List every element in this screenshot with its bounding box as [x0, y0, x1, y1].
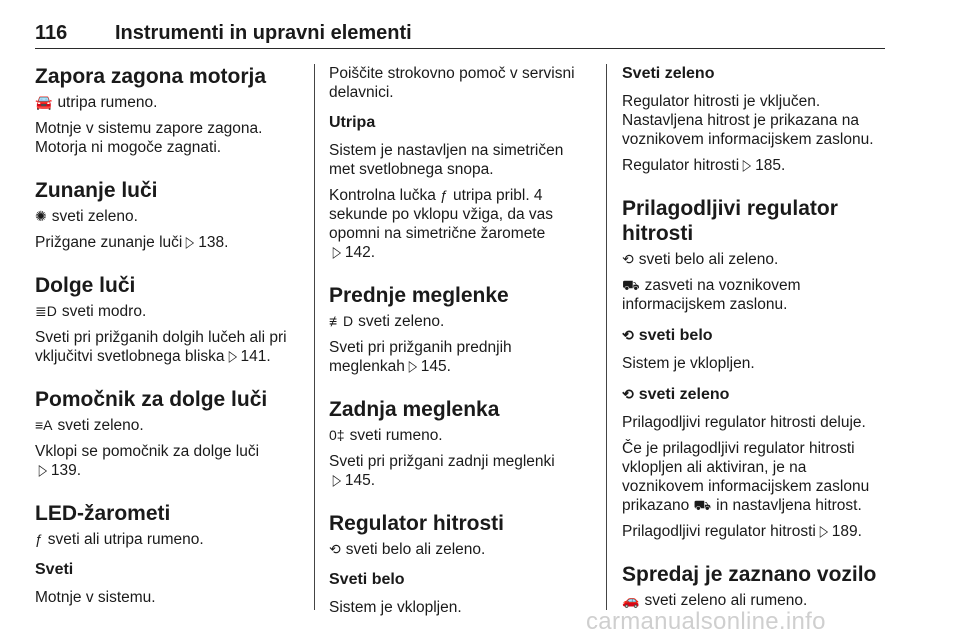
- rear-fog-icon: 0‡: [329, 427, 345, 443]
- cruise-control-icon: ⟲: [329, 541, 341, 557]
- indicator-line: 0‡ sveti rumeno.: [329, 427, 443, 444]
- page-reference-icon: ▷: [228, 348, 237, 365]
- subheading: Sveti: [35, 561, 74, 578]
- section-heading: Prilagodljivi regulator hitrosti: [622, 197, 838, 245]
- subheading: Sveti zeleno: [622, 65, 715, 82]
- adaptive-cruise-icon: ⟲: [622, 327, 634, 343]
- paragraph: Če je prilagodljivi regulator hitrosti vklopljen ali aktiviran, je na voznikovem informacijskem zaslonu prikazano ⛟ in nastavljena hitrost.: [622, 440, 870, 514]
- led-headlight-icon: ƒ: [35, 531, 43, 547]
- indicator-line: ƒ sveti ali utripa rumeno.: [35, 531, 204, 548]
- header-rule: [35, 48, 885, 49]
- section-heading: Zadnja meglenka: [329, 398, 500, 421]
- column-3: [622, 64, 890, 617]
- page-reference[interactable]: 139.: [50, 462, 82, 479]
- indicator-line: 🚗 sveti zeleno ali rumeno.: [622, 592, 808, 609]
- immobiliser-icon: 🚘: [35, 94, 53, 110]
- column-divider: [314, 64, 315, 610]
- column-1: [35, 64, 305, 614]
- page-reference[interactable]: 145.: [420, 358, 451, 375]
- paragraph: Vklopi se pomočnik za dolge luči ▷ 139.: [35, 443, 260, 479]
- adaptive-cruise-icon: ⟲: [622, 251, 634, 267]
- vehicle-ahead-icon: ⛟: [622, 277, 640, 293]
- page-reference-icon: ▷: [819, 523, 828, 540]
- adaptive-cruise-icon: ⟲: [622, 386, 634, 402]
- page-reference-icon: ▷: [332, 472, 342, 489]
- section-heading: Pomočnik za dolge luči: [35, 388, 268, 411]
- paragraph: Kontrolna lučka ƒ utripa pribl. 4 sekunde po vklopu vžiga, da vas opomni na simetrične žaromete ▷ 142.: [329, 187, 554, 261]
- paragraph: Sistem je vklopljen.: [329, 599, 462, 616]
- section-heading: Zapora zagona motorja: [35, 65, 267, 88]
- high-beam-assist-icon: ≡A: [35, 417, 53, 433]
- page-reference[interactable]: 138.: [198, 234, 229, 251]
- page-reference[interactable]: 189.: [831, 523, 862, 540]
- section-heading: Prednje meglenke: [329, 284, 509, 307]
- section-heading: Dolge luči: [35, 274, 136, 297]
- paragraph: Motnje v sistemu zapore zagona. Motorja ni mogoče zagnati.: [35, 120, 263, 156]
- page-reference[interactable]: 141.: [240, 348, 271, 365]
- page-reference-icon: ▷: [332, 244, 342, 261]
- column-divider: [606, 64, 607, 610]
- indicator-line: 🚘 utripa rumeno.: [35, 94, 158, 111]
- front-fog-icon: ≢D: [329, 313, 354, 329]
- vehicle-ahead-icon: ⛟: [693, 497, 712, 513]
- page-reference[interactable]: 145.: [344, 472, 376, 489]
- section-heading: Regulator hitrosti: [329, 512, 505, 535]
- exterior-lights-icon: ✺: [35, 208, 47, 224]
- paragraph: Prilagodljivi regulator hitrosti deluje.: [622, 414, 866, 431]
- paragraph: Regulator hitrosti ▷ 185.: [622, 157, 786, 174]
- subheading: Utripa: [329, 114, 376, 131]
- indicator-line: ≢D sveti zeleno.: [329, 313, 445, 330]
- page-header: [35, 22, 885, 48]
- subheading: ⟲ sveti zeleno: [622, 386, 730, 403]
- section-heading: LED-žarometi: [35, 502, 171, 525]
- page-reference[interactable]: 185.: [755, 157, 786, 174]
- section-heading: Zunanje luči: [35, 179, 158, 202]
- indicator-line: ≡A sveti zeleno.: [35, 417, 144, 434]
- subheading: ⟲ sveti belo: [622, 327, 713, 344]
- paragraph: Sistem je nastavljen na simetričen met svetlobnega snopa.: [329, 142, 564, 178]
- indicator-line: ⟲ sveti belo ali zeleno.: [329, 541, 486, 558]
- indicator-line: ≣D sveti modro.: [35, 303, 147, 320]
- paragraph: Regulator hitrosti je vključen. Nastavljena hitrost je prikazana na voznikovem informacijskem zaslonu.: [622, 93, 874, 148]
- paragraph: Sveti pri prižganih prednjih meglenkah ▷ 145.: [329, 339, 512, 375]
- indicator-line: ✺ sveti zeleno.: [35, 208, 138, 225]
- running-title: Instrumenti in upravni elementi: [115, 22, 412, 44]
- vehicle-detected-icon: 🚗: [622, 592, 640, 608]
- page-reference-icon: ▷: [742, 157, 752, 174]
- subheading: Sveti belo: [329, 571, 405, 588]
- section-heading: Spredaj je zaznano vozilo: [622, 563, 877, 586]
- led-headlight-icon: ƒ: [440, 187, 448, 203]
- page-number: 116: [35, 22, 68, 44]
- paragraph: Prižgane zunanje luči ▷ 138.: [35, 234, 229, 251]
- paragraph: Prilagodljivi regulator hitrosti ▷ 189.: [622, 523, 862, 540]
- paragraph: Sistem je vklopljen.: [622, 355, 755, 372]
- high-beam-icon: ≣D: [35, 303, 57, 319]
- indicator-line: ⟲ sveti belo ali zeleno.: [622, 251, 779, 268]
- paragraph: Sveti pri prižganih dolgih lučeh ali pri vključitvi svetlobnega bliska ▷ 141.: [35, 329, 287, 365]
- paragraph: Poiščite strokovno pomoč v servisni delavnici.: [329, 65, 575, 101]
- watermark: carmanualsonline.info: [586, 608, 826, 635]
- page-reference-icon: ▷: [38, 462, 48, 479]
- column-2: [329, 64, 589, 624]
- page-reference-icon: ▷: [186, 234, 195, 251]
- indicator-line: ⛟ zasveti na voznikovem informacijskem zaslonu.: [622, 277, 801, 313]
- paragraph: Motnje v sistemu.: [35, 589, 156, 606]
- page-reference-icon: ▷: [408, 358, 417, 375]
- page-reference[interactable]: 142.: [344, 244, 376, 261]
- paragraph: Sveti pri prižgani zadnji meglenki ▷ 145.: [329, 453, 555, 489]
